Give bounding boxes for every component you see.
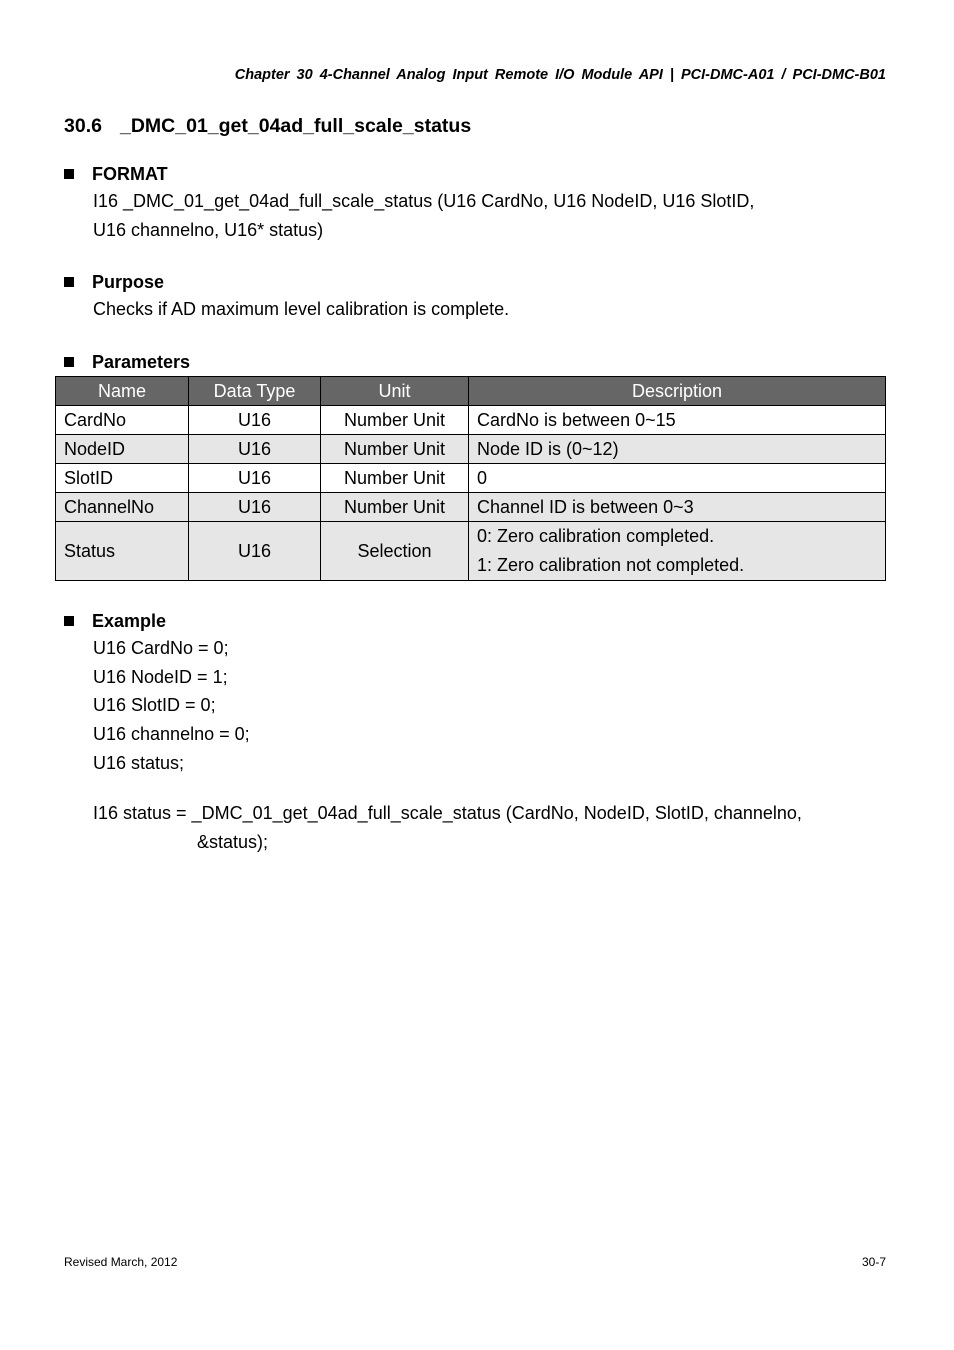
code-line: U16 SlotID = 0; (93, 695, 216, 716)
param-name: CardNo (56, 406, 189, 435)
purpose-heading: Purpose (92, 272, 165, 292)
param-description: 0 (469, 464, 886, 493)
code-line: I16 status = _DMC_01_get_04ad_full_scale_status (CardNo, NodeID, SlotID, channelno, (93, 803, 802, 824)
column-header: Unit (321, 377, 469, 406)
section-number: 30.6 (64, 115, 102, 137)
format-heading: FORMAT (92, 164, 168, 184)
table-row (56, 464, 886, 493)
code-line: U16 CardNo = 0; (93, 638, 229, 658)
footer-revision: Revised March, 2012 (64, 1255, 178, 1269)
parameters-heading: Parameters (92, 352, 191, 372)
param-unit: Number Unit (321, 406, 469, 435)
square-bullet-icon (64, 616, 74, 626)
code-line: U16 status; (93, 752, 185, 773)
example-heading: Example (92, 611, 167, 631)
running-header: Chapter 30 4-Channel Analog Input Remote I/O Module API | PCI-DMC-A01 / PCI-DMC-B01 (234, 67, 886, 83)
format-line: U16 channelno, U16* status) (93, 219, 324, 240)
purpose-block (64, 269, 509, 324)
table-header-row (56, 377, 886, 406)
section-title (64, 115, 471, 138)
section-name: _DMC_01_get_04ad_full_scale_status (120, 115, 472, 137)
param-name: SlotID (56, 464, 189, 493)
example-block (64, 608, 802, 857)
square-bullet-icon (64, 277, 74, 287)
param-description: CardNo is between 0~15 (469, 406, 886, 435)
square-bullet-icon (64, 169, 74, 179)
param-type: U16 (189, 435, 321, 464)
param-name: NodeID (56, 435, 189, 464)
description-line: 0: Zero calibration completed. (477, 526, 715, 546)
column-header: Description (469, 377, 886, 406)
code-line: &status); (197, 832, 269, 853)
format-line: I16 _DMC_01_get_04ad_full_scale_status (U16 CardNo, U16 NodeID, U16 SlotID, (93, 191, 755, 211)
parameters-table (55, 376, 886, 581)
table-row (56, 522, 886, 581)
format-block (64, 161, 754, 244)
param-unit: Number Unit (321, 493, 469, 522)
parameters-block (64, 349, 190, 375)
param-name: ChannelNo (56, 493, 189, 522)
param-unit: Number Unit (321, 435, 469, 464)
purpose-text: Checks if AD maximum level calibration is complete. (93, 299, 510, 319)
param-description (469, 522, 886, 581)
param-type: U16 (189, 522, 321, 581)
page-number: 30-7 (861, 1255, 886, 1269)
code-line: U16 channelno = 0; (93, 724, 250, 745)
table-row (56, 435, 886, 464)
description-line: 1: Zero calibration not completed. (477, 555, 745, 575)
param-unit: Selection (321, 522, 469, 581)
param-description: Node ID is (0~12) (469, 435, 886, 464)
param-name: Status (56, 522, 189, 581)
param-type: U16 (189, 464, 321, 493)
code-line: U16 NodeID = 1; (93, 666, 228, 687)
param-unit: Number Unit (321, 464, 469, 493)
table-row (56, 406, 886, 435)
square-bullet-icon (64, 357, 74, 367)
param-description: Channel ID is between 0~3 (469, 493, 886, 522)
param-type: U16 (189, 493, 321, 522)
param-type: U16 (189, 406, 321, 435)
column-header: Data Type (189, 377, 321, 406)
column-header: Name (56, 377, 189, 406)
table-row (56, 493, 886, 522)
